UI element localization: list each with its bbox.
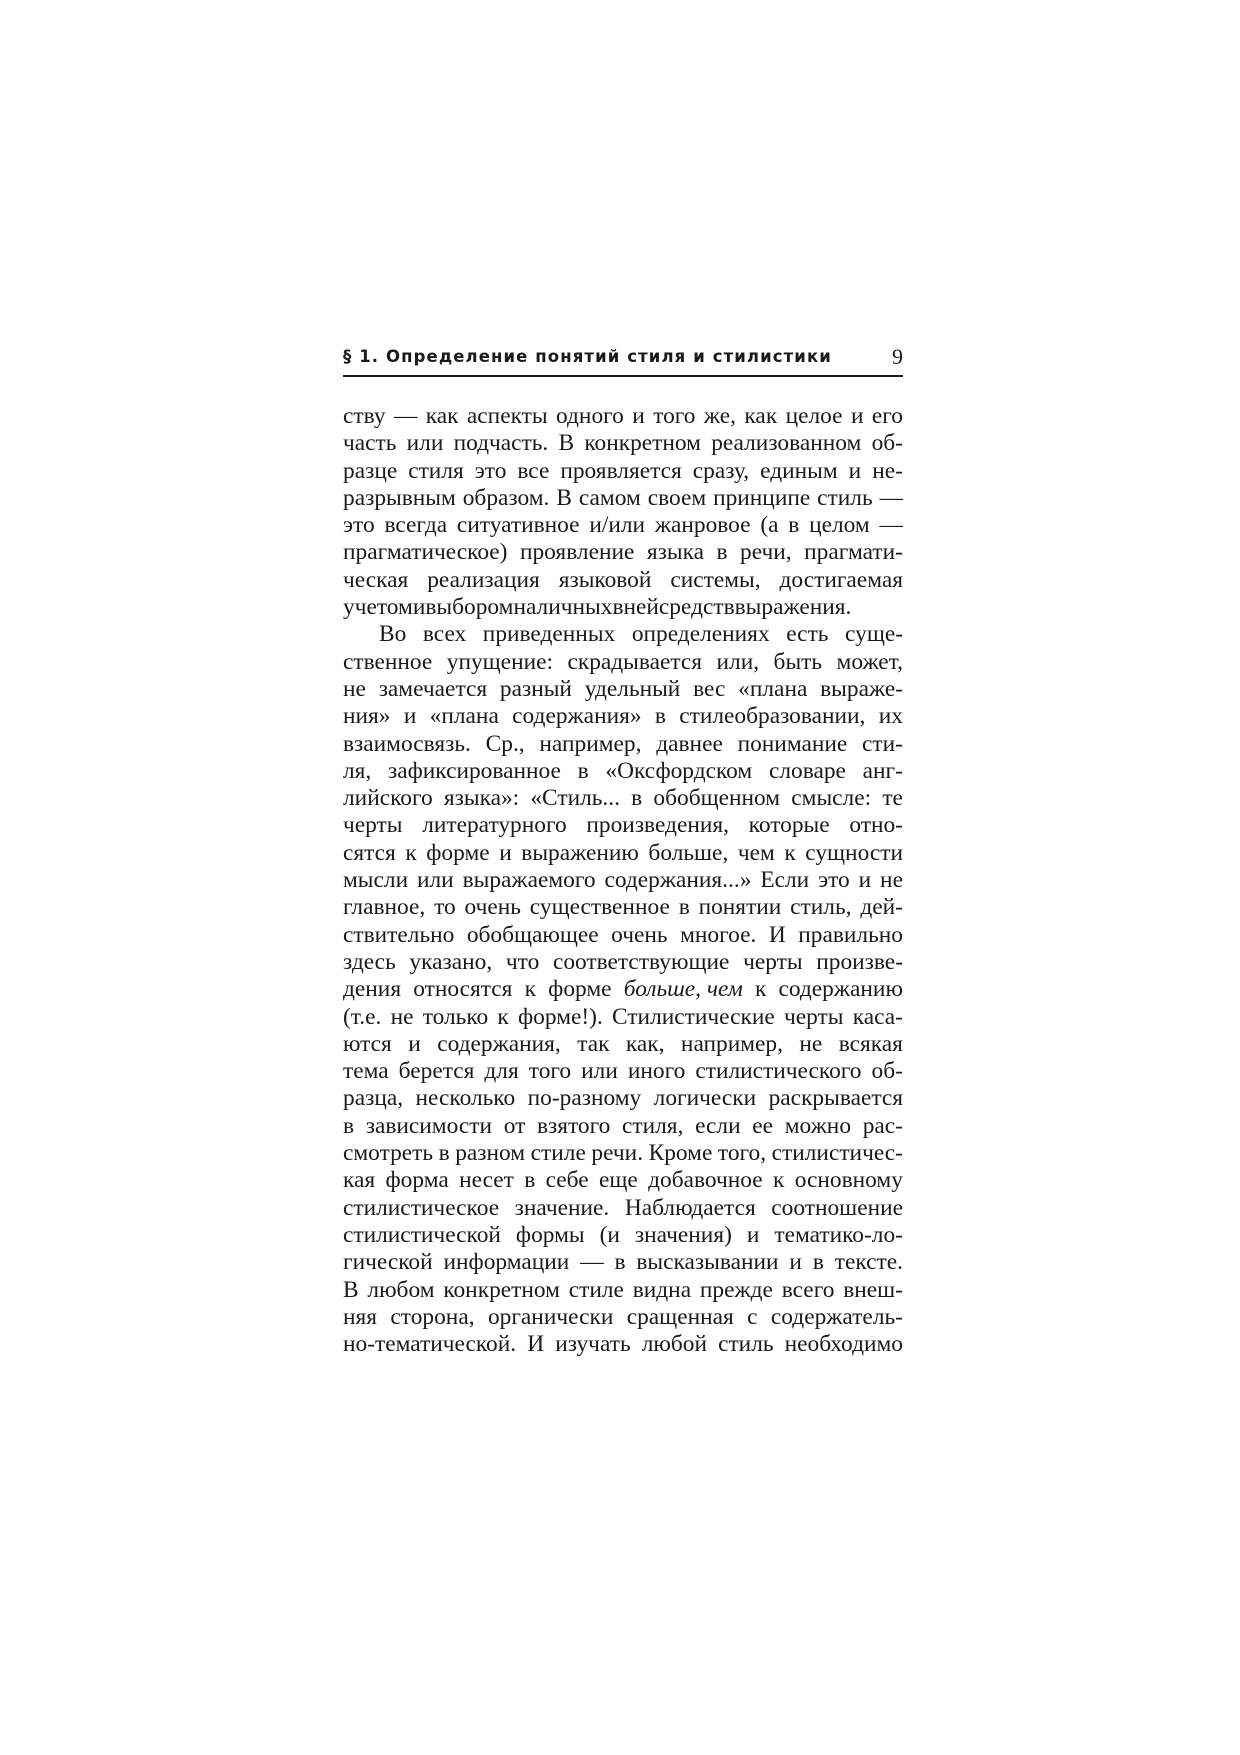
text-line [343,867,903,894]
word: стиль [718,1331,774,1358]
word: стилеобразовании, [679,703,866,730]
word: очень [611,921,668,948]
word: выражения. [734,594,852,621]
word: к [754,976,767,1003]
word: самом [578,484,641,511]
text-line [343,731,903,758]
word: к [405,839,417,866]
text-line [343,1304,903,1331]
word: мысли [343,867,409,894]
word: черты [343,812,403,839]
word: раскрывается [768,1085,903,1112]
word: в [678,894,690,921]
word: с [747,1303,758,1330]
word: всего [781,1276,835,1303]
word: сятся [343,839,396,866]
word: и [746,1221,760,1248]
word: не [880,867,903,894]
word: несколько [415,1085,516,1112]
word: тема [343,1058,389,1085]
word: и [499,839,512,866]
word: его [871,403,903,429]
text-line [343,676,903,703]
word: гической [343,1249,433,1276]
text-line [343,1004,903,1031]
word: несет [459,1167,514,1194]
word: (и [599,1221,620,1248]
word: но-тематической. [343,1331,517,1358]
word: то [434,894,456,921]
word: няя [343,1303,378,1330]
word: Стилистические [612,1003,775,1030]
text-line [343,458,903,485]
word: литературного [422,812,567,839]
word: жанровое [654,512,751,539]
word: того [528,1058,572,1085]
word: — [879,512,903,539]
word: И [768,921,786,948]
text-line [343,594,903,621]
word: логически [653,1085,757,1112]
word: еще [599,1167,638,1194]
word: понятии [698,894,782,921]
text-line [343,649,903,676]
word: черты [783,1003,844,1030]
text-line [343,485,903,512]
word: всегда [384,512,448,539]
word: стиле [568,1276,624,1303]
word: необходимо [784,1331,903,1358]
word: стиль, [790,894,852,921]
word: (а [760,512,779,539]
word: в [612,594,624,621]
word: или, [716,648,760,675]
word: реализованном [711,430,862,457]
word: себе [545,1167,589,1194]
word: понимание [737,730,848,757]
word: всех [422,621,467,648]
word: сущности [805,839,903,866]
word: удельный [584,675,681,702]
word: стилистического [695,1058,862,1085]
word: произведения, [586,812,729,839]
word: лийского [343,785,433,812]
text-line [343,922,903,949]
word: формы [515,1221,585,1248]
word: и [412,594,426,621]
word: определениях [631,621,770,648]
word: «Оксфордском [605,757,753,784]
word: все [517,457,550,484]
word: в [524,1167,536,1194]
word: или [581,1058,618,1085]
paragraph [343,403,903,621]
word: форме [548,976,612,1003]
word: проявление [519,539,635,566]
word: ческая [343,566,409,593]
text-line [343,840,903,867]
word: относятся [413,976,513,1003]
word: содержания, [437,1030,561,1057]
word: сразу, [692,457,750,484]
text-line [343,785,903,812]
word: или [406,430,444,457]
word: разца, [343,1085,404,1112]
word: соотношение [771,1194,903,1221]
word: существенное [529,894,670,921]
word: и [403,703,417,730]
text-line [343,512,903,539]
word: только [422,1003,489,1030]
word: их [878,703,903,730]
section-title: § 1. Определение понятий стиля и стилистики [343,347,832,366]
page-number: 9 [892,344,903,369]
word: речи, [740,539,792,566]
word: давнее [656,730,723,757]
word: выраже- [820,675,903,702]
word: того, [717,1140,767,1167]
word: те [882,785,903,812]
word: ству [343,403,386,429]
word: форме [426,839,490,866]
word: дей- [860,894,903,921]
word: ствительно [343,921,455,948]
word: — [393,403,418,429]
word: иного [627,1058,686,1085]
word: словаре [768,757,846,784]
word: форме!). [518,1003,603,1030]
word: есть [786,621,829,648]
word: дения [343,976,402,1003]
word: стилистическое [343,1194,500,1221]
word: анг- [862,757,903,784]
word: по-разному [527,1085,642,1112]
word: стиле [530,1140,586,1167]
word: вес [693,675,726,702]
word: стиля, [622,1112,684,1139]
word: можно [784,1112,852,1139]
word: — [580,1249,604,1276]
word: изучать [555,1331,631,1358]
word: целое [785,403,843,429]
word: главное, [343,894,426,921]
word: в [812,1249,824,1276]
word: об- [871,1058,903,1085]
word: если [695,1112,741,1139]
word: так [577,1030,610,1057]
word: замечается [378,675,488,702]
word: Наблюдается [624,1194,756,1221]
word: любом [367,1276,435,1303]
word: речи. [591,1140,644,1167]
word: не [390,1003,414,1030]
text-line [343,403,903,430]
word: и/или [589,512,646,539]
word: больше, [648,839,729,866]
word: сращенная [626,1303,734,1330]
word: конкретном [584,430,701,457]
word: выражению [521,839,639,866]
word: приведенных [482,621,616,648]
word: от [503,1112,526,1139]
text-line [343,703,903,730]
word: смысле: [791,785,872,812]
word: не [799,1030,823,1057]
word: же, [703,403,737,429]
word: зафиксированное [388,757,561,784]
word: достигаемая [779,566,903,593]
word: языка [646,539,704,566]
text-line [343,894,903,921]
word: взаимосвязь. [343,730,471,757]
running-head [343,345,903,377]
body-text [343,403,903,1358]
word: целом [809,512,870,539]
word: к [784,839,796,866]
emphasis-text: больше, чем [623,976,743,1003]
word: в [788,512,800,539]
word: ются [343,1030,392,1057]
word: значение. [514,1194,610,1221]
word: суще- [845,621,903,648]
word: сти- [862,730,903,757]
word: разрывным [343,484,456,511]
word: рас- [862,1112,903,1139]
text-line [343,1140,903,1167]
word: стиля [408,457,464,484]
word: взятого [536,1112,611,1139]
word: языка»: [443,785,520,812]
word: Во [379,621,407,648]
word: кая [343,1167,376,1194]
word: своем [647,484,707,511]
word: содержатель- [770,1303,903,1330]
word: к [773,1167,785,1194]
word: черты [743,948,803,975]
word: и [858,867,872,894]
word: чем [737,839,775,866]
word: добавочное [648,1167,763,1194]
word: «Стиль... [530,785,620,812]
word: содержанию [778,976,903,1003]
word: подчасть. [453,430,549,457]
word: органически [487,1303,614,1330]
word: внеш- [843,1276,903,1303]
word: разный [499,675,572,702]
word: реализация [427,566,540,593]
word: зависимости [365,1112,493,1139]
word: того [653,403,696,429]
word: как [425,403,459,429]
word: смотреть [343,1140,434,1167]
word: учетом [343,594,413,621]
word: ственное [343,648,433,675]
word: в [631,785,643,812]
word: которые [748,812,830,839]
word: «плана [429,703,499,730]
word: значения) [634,1221,732,1248]
text-line [343,1277,903,1304]
word: соответствующие [552,948,730,975]
word: тексте. [834,1249,903,1276]
word: содержания» [512,703,642,730]
word: это [474,457,507,484]
word: выражаемого [462,867,596,894]
word: правильно [798,921,903,948]
word: ния» [343,703,391,730]
word: В [558,430,575,457]
word: это [818,867,850,894]
text-line [343,1085,903,1112]
text-line [343,812,903,839]
word: многое. [680,921,757,948]
text-line [343,1222,903,1249]
word: Кроме [648,1140,713,1167]
word: очень [464,894,521,921]
word: «плана [738,675,808,702]
word: разце [343,457,398,484]
word: (т.е. [343,1003,382,1030]
word: отно- [849,812,903,839]
text-line [343,949,903,976]
word: одного [556,403,624,429]
word: каса- [852,1003,903,1030]
text-line [343,1113,903,1140]
word: ее [752,1112,774,1139]
word: любой [641,1331,707,1358]
word: И [527,1331,545,1358]
word: единым [760,457,838,484]
word: как, [625,1030,665,1057]
word: об- [871,430,903,457]
paragraph [343,621,903,1358]
word: образом. [462,484,550,511]
word: прагмати- [804,539,903,566]
word: информации [443,1249,570,1276]
word: содержания...» [604,867,752,894]
word: В [556,484,572,511]
word: произве- [816,948,903,975]
word: к [497,1003,509,1030]
word: Ср., [485,730,525,757]
word: что [505,948,540,975]
word: проявляется [560,457,682,484]
word: в [654,703,666,730]
word: быть [773,648,823,675]
text-line [343,1058,903,1085]
word: сторона, [390,1303,475,1330]
text-line [343,1249,903,1276]
word: упущение: [446,648,553,675]
word: разном [455,1140,526,1167]
word: стилистичес- [771,1140,903,1167]
word: в [438,1140,450,1167]
word: в [614,1249,626,1276]
word: не- [872,457,903,484]
word: и [848,457,862,484]
word: в [343,1112,355,1139]
word: всякая [838,1030,903,1057]
word: языковой [558,566,652,593]
word: и [408,1030,421,1057]
text-line [343,758,903,785]
word: и [632,403,645,429]
word: указано, [409,948,493,975]
word: к [524,976,536,1003]
word: ней [623,594,659,621]
word: и [850,403,864,429]
word: обобщающее [466,921,599,948]
word: обобщенном [653,785,781,812]
text-line [343,621,903,648]
word: Если [760,867,810,894]
text-line [343,539,903,566]
text-line [343,430,903,457]
word: стиль [817,484,873,511]
word: аспекты [466,403,548,429]
word: В [343,1276,359,1303]
text-line [343,1331,903,1358]
word: стилистической [343,1221,501,1248]
word: ситуативное [456,512,580,539]
word: например, [680,1030,783,1057]
word: системы, [670,566,761,593]
word: принципе [713,484,811,511]
word: например, [539,730,642,757]
word: в [716,539,728,566]
word: берется [398,1058,475,1085]
word: для [484,1058,519,1085]
word: конкретном [443,1276,560,1303]
word: или [416,867,454,894]
word: форма [385,1167,449,1194]
word: — [879,484,903,511]
word: видна [632,1276,692,1303]
word: средств [658,594,735,621]
word: скрадывается [567,648,703,675]
word: тематико-ло- [774,1221,903,1248]
word: основному [794,1167,903,1194]
word: это [343,512,375,539]
word: и [789,1249,802,1276]
word: высказывании [636,1249,779,1276]
word: выбором [425,594,514,621]
text-line [343,1031,903,1058]
text-line [343,1167,903,1194]
text-line [343,1195,903,1222]
text-line [343,567,903,594]
word: здесь [343,948,396,975]
word: не [343,675,366,702]
word: ля, [343,757,372,784]
text-line [343,976,903,1003]
word: как [744,403,778,429]
word: наличных [513,594,613,621]
word: может, [836,648,903,675]
word: в [577,757,589,784]
word: прежде [699,1276,773,1303]
word: прагматическое) [343,539,508,566]
word: часть [343,430,397,457]
